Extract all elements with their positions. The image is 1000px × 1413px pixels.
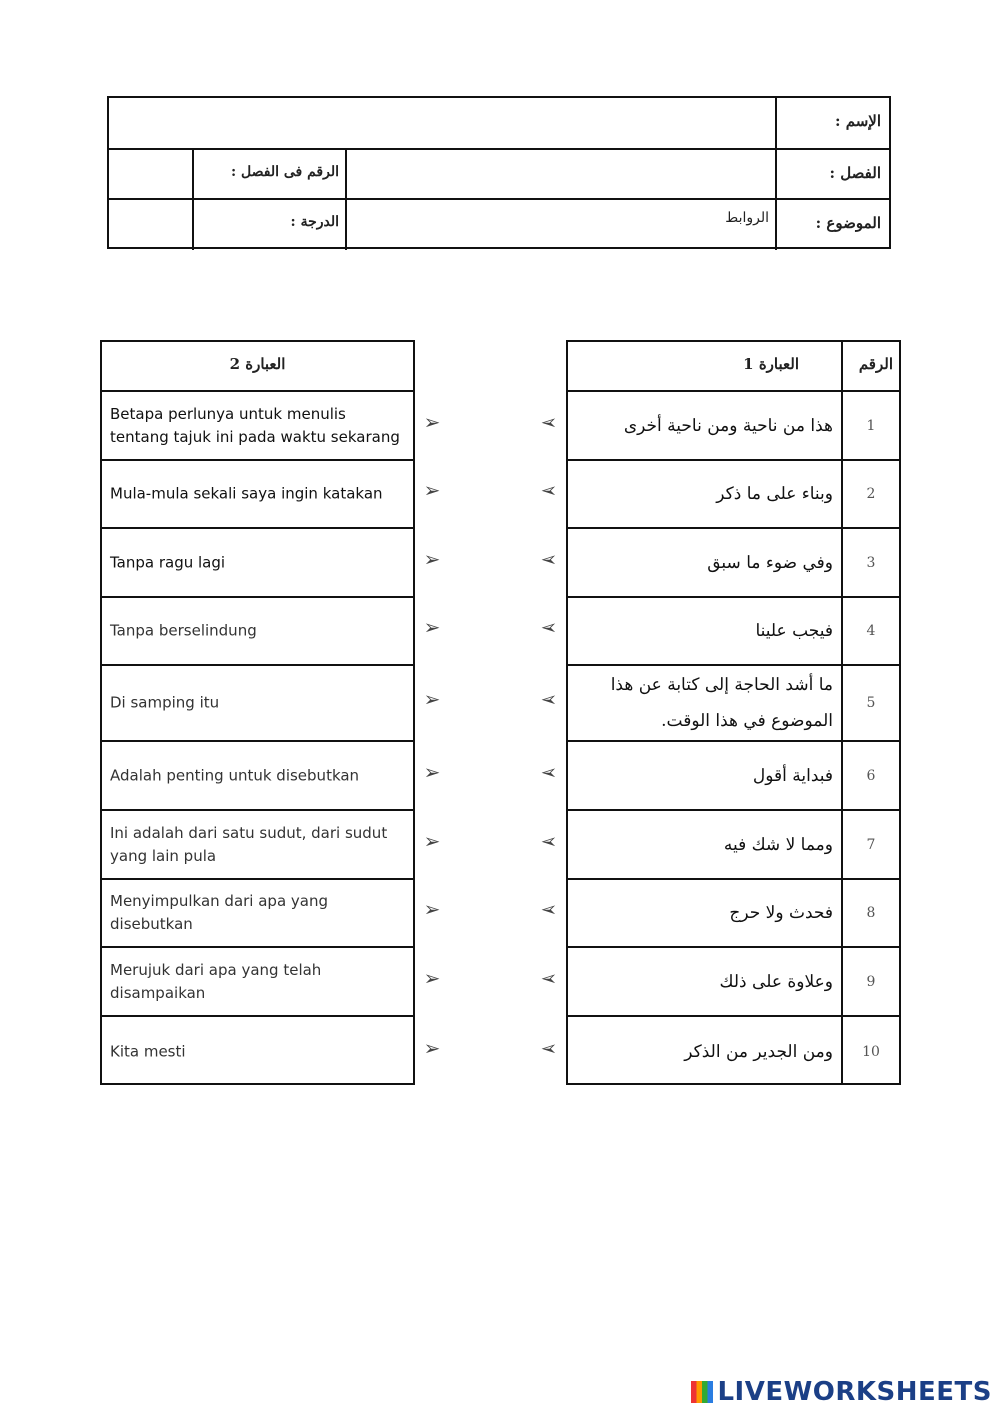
student-info-table <box>107 96 891 249</box>
match-arrow-right[interactable]: ➢ <box>423 759 441 784</box>
phrase-1-text: فحدث ولا حرج <box>729 903 833 923</box>
match-arrow-left[interactable]: ➢ <box>540 828 558 853</box>
row-number: 2 <box>866 486 876 502</box>
phrase-1-text: فبداية أقول <box>752 765 833 786</box>
name-label: الإسم : <box>834 112 881 130</box>
phrase-1-text: فيجب علينا <box>755 621 833 641</box>
phrase-2-text: Ini adalah dari satu sudut, dari sudut yang lain pula <box>110 823 388 865</box>
phrase-2-text: Merujuk dari apa yang telah disampaikan <box>110 960 322 1002</box>
phrase-2-row <box>102 946 413 1015</box>
match-arrow-right[interactable]: ➢ <box>423 828 441 853</box>
brand-name: LIVEWORKSHEETS <box>717 1377 992 1407</box>
match-arrow-left[interactable]: ➢ <box>540 687 558 711</box>
phrase-1-row <box>568 1015 899 1087</box>
match-arrow-left[interactable]: ➢ <box>540 897 558 921</box>
match-arrow-right[interactable]: ➢ <box>423 546 441 571</box>
class-row <box>109 148 889 200</box>
phrase-1-text: وفي ضوء ما سبق <box>707 552 833 573</box>
phrase-2-text: Betapa perlunya untuk menulis tentang tajuk ini pada waktu sekarang <box>110 404 400 446</box>
phrase-1-row <box>568 809 899 878</box>
phrase-2-text: Tanpa ragu lagi <box>110 553 226 571</box>
row-number: 10 <box>862 1044 880 1060</box>
match-arrow-left[interactable]: ➢ <box>540 546 558 571</box>
match-arrow-right[interactable]: ➢ <box>423 687 441 711</box>
match-arrow-right[interactable]: ➢ <box>423 615 441 639</box>
match-arrow-left[interactable]: ➢ <box>540 965 558 990</box>
phrase-1-text: وعلاوة على ذلك <box>719 971 833 992</box>
phrase-2-text: Menyimpulkan dari apa yang disebutkan <box>110 892 329 933</box>
match-arrow-left[interactable]: ➢ <box>540 759 558 784</box>
row-number: 1 <box>866 417 876 434</box>
phrase-2-text: Mula-mula sekali saya ingin katakan <box>110 484 383 503</box>
phrase-1-row <box>568 596 899 664</box>
match-arrow-left[interactable]: ➢ <box>540 478 558 502</box>
row-number: 8 <box>866 905 876 921</box>
row-number: 6 <box>866 767 876 784</box>
match-arrow-right[interactable]: ➢ <box>423 1036 441 1060</box>
row-number: 7 <box>866 836 876 853</box>
row-number: 4 <box>866 623 876 639</box>
liveworksheets-logo <box>691 1377 992 1407</box>
phrase-1-text: ما أشد الحاجة إلى كتابة عن هذا الموضوع في هذا الوقت. <box>610 675 833 731</box>
phrase-table-1-header <box>568 342 899 390</box>
phrase-1-row <box>568 664 899 740</box>
phrase-1-row <box>568 527 899 596</box>
phrase-2-text: Kita mesti <box>110 1042 186 1061</box>
phrase-2-row <box>102 878 413 946</box>
phrase-2-row <box>102 740 413 809</box>
phrase-2-row <box>102 809 413 878</box>
phrase-1-row <box>568 390 899 459</box>
phrase-2-row <box>102 1015 413 1087</box>
match-arrow-right[interactable]: ➢ <box>423 478 441 502</box>
phrase-1-text: هذا من ناحية ومن ناحية أخرى <box>623 415 833 436</box>
class-label: الفصل : <box>829 164 881 182</box>
match-arrow-left[interactable]: ➢ <box>540 409 558 434</box>
row-number: 3 <box>866 554 876 571</box>
column-header-phrase-1: العبارة 1 <box>743 355 799 373</box>
phrase-2-row <box>102 664 413 740</box>
phrase-table-2 <box>100 340 415 1085</box>
phrase-1-row <box>568 740 899 809</box>
phrase-2-text: Adalah penting untuk disebutkan <box>110 766 360 784</box>
match-arrow-left[interactable]: ➢ <box>540 1036 558 1060</box>
grade-label: الدرجة : <box>290 214 339 230</box>
phrase-1-row <box>568 459 899 527</box>
phrase-2-text: Di samping itu <box>110 693 220 712</box>
name-row <box>109 98 889 148</box>
match-arrow-right[interactable]: ➢ <box>423 897 441 921</box>
phrase-1-text: ومما لا شك فيه <box>723 834 833 855</box>
match-arrow-right[interactable]: ➢ <box>423 965 441 990</box>
phrase-1-row <box>568 946 899 1015</box>
phrase-2-row <box>102 596 413 664</box>
phrase-1-text: ومن الجدير من الذكر <box>684 1042 833 1062</box>
topic-value: الروابط <box>725 210 769 226</box>
match-arrow-right[interactable]: ➢ <box>423 409 441 434</box>
phrase-2-row <box>102 527 413 596</box>
column-header-phrase-2: العبارة 2 <box>229 355 286 373</box>
phrase-1-text: وبناء على ما ذكر <box>716 484 833 504</box>
topic-row <box>109 198 889 250</box>
phrase-table-2-header <box>102 342 413 390</box>
row-number: 5 <box>866 695 876 711</box>
class-number-label: الرقم فى الفصل : <box>230 164 339 180</box>
liveworksheets-logo-icon <box>691 1381 713 1403</box>
phrase-2-row <box>102 459 413 527</box>
match-arrow-left[interactable]: ➢ <box>540 615 558 639</box>
topic-label: الموضوع : <box>815 214 881 232</box>
phrase-2-row <box>102 390 413 459</box>
row-number: 9 <box>866 973 876 990</box>
column-header-number: الرقم <box>858 355 893 373</box>
phrase-table-1 <box>566 340 901 1085</box>
phrase-1-row <box>568 878 899 946</box>
phrase-2-text: Tanpa berselindung <box>110 621 257 640</box>
